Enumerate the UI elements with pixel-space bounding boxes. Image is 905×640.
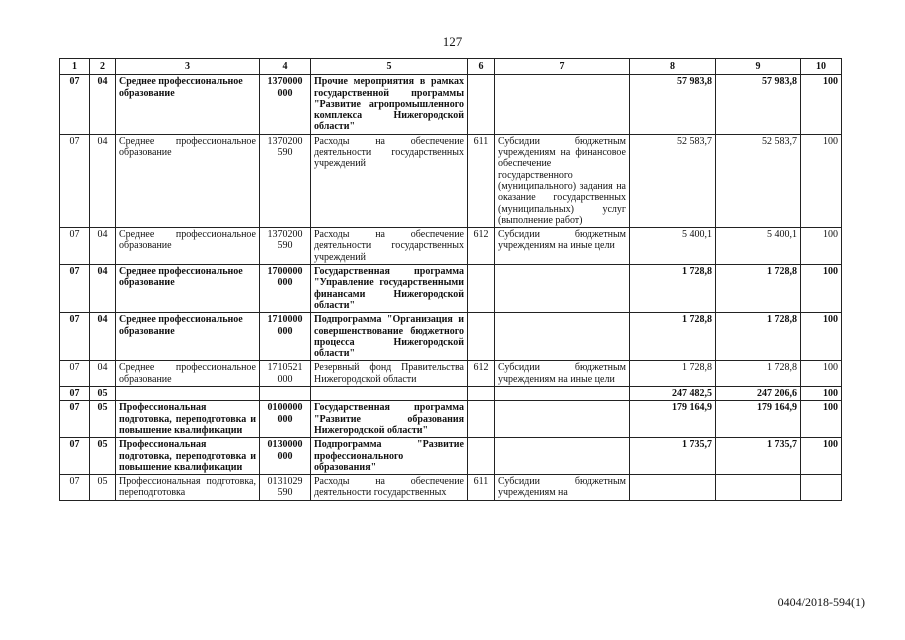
actual-amount-cell: 1 728,8 xyxy=(716,361,801,387)
percent-cell: 100 xyxy=(801,438,842,475)
column-header: 10 xyxy=(801,59,842,75)
target-name-cell: Резервный фонд Правительства Нижегородской области xyxy=(311,361,468,387)
table-row xyxy=(60,475,842,501)
subsection-cell: 04 xyxy=(90,134,116,227)
expense-name-cell xyxy=(495,387,630,401)
percent-cell: 100 xyxy=(801,134,842,227)
expense-type-cell xyxy=(468,401,495,438)
percent-cell: 100 xyxy=(801,228,842,265)
section-name-cell: Среднее профессиональное образование xyxy=(116,228,260,265)
expense-type-cell: 612 xyxy=(468,228,495,265)
table-row xyxy=(60,361,842,387)
planned-amount-cell: 1 728,8 xyxy=(630,361,716,387)
column-header: 8 xyxy=(630,59,716,75)
subsection-cell: 05 xyxy=(90,438,116,475)
percent-cell: 100 xyxy=(801,313,842,361)
target-code-cell: 0130000 000 xyxy=(260,438,311,475)
planned-amount-cell: 1 728,8 xyxy=(630,313,716,361)
target-name-cell: Подпрограмма "Развитие профессионального образования" xyxy=(311,438,468,475)
target-name-cell: Расходы на обеспечение деятельности государственных учреждений xyxy=(311,134,468,227)
subsection-cell: 04 xyxy=(90,228,116,265)
actual-amount-cell: 1 735,7 xyxy=(716,438,801,475)
percent-cell: 100 xyxy=(801,75,842,134)
section-cell: 07 xyxy=(60,361,90,387)
subsection-cell: 05 xyxy=(90,387,116,401)
subsection-cell: 05 xyxy=(90,475,116,501)
planned-amount-cell: 57 983,8 xyxy=(630,75,716,134)
target-name-cell: Государственная программа "Управление государственными финансами Нижегородской области" xyxy=(311,265,468,313)
section-name-cell: Среднее профессиональное образование xyxy=(116,265,260,313)
table-header-row xyxy=(60,59,842,75)
target-code-cell: 1370000 000 xyxy=(260,75,311,134)
planned-amount-cell: 52 583,7 xyxy=(630,134,716,227)
table-row xyxy=(60,75,842,134)
target-code-cell: 1370200 590 xyxy=(260,228,311,265)
section-name-cell: Среднее профессиональное образование xyxy=(116,75,260,134)
section-name-cell: Среднее профессиональное образование xyxy=(116,313,260,361)
column-header: 2 xyxy=(90,59,116,75)
percent-cell xyxy=(801,475,842,501)
percent-cell: 100 xyxy=(801,401,842,438)
planned-amount-cell: 5 400,1 xyxy=(630,228,716,265)
target-code-cell: 1710521 000 xyxy=(260,361,311,387)
actual-amount-cell: 247 206,6 xyxy=(716,387,801,401)
actual-amount-cell: 57 983,8 xyxy=(716,75,801,134)
target-name-cell: Расходы на обеспечение деятельности государственных учреждений xyxy=(311,228,468,265)
section-cell: 07 xyxy=(60,75,90,134)
target-code-cell xyxy=(260,387,311,401)
target-name-cell: Расходы на обеспечение деятельности государственных xyxy=(311,475,468,501)
column-header: 3 xyxy=(116,59,260,75)
section-name-cell xyxy=(116,387,260,401)
section-cell: 07 xyxy=(60,438,90,475)
column-header: 4 xyxy=(260,59,311,75)
subsection-cell: 04 xyxy=(90,75,116,134)
target-name-cell xyxy=(311,387,468,401)
target-code-cell: 0100000 000 xyxy=(260,401,311,438)
expense-name-cell: Субсидии бюджетным учреждениям на иные цели xyxy=(495,228,630,265)
planned-amount-cell: 1 735,7 xyxy=(630,438,716,475)
target-code-cell: 1370200 590 xyxy=(260,134,311,227)
expense-name-cell xyxy=(495,313,630,361)
expense-type-cell xyxy=(468,387,495,401)
table-row xyxy=(60,438,842,475)
table-row xyxy=(60,265,842,313)
expense-type-cell: 611 xyxy=(468,475,495,501)
target-name-cell: Прочие мероприятия в рамках государственной программы "Развитие агропромышленного комплекса Нижегородской области" xyxy=(311,75,468,134)
page-number: 127 xyxy=(442,34,463,49)
expense-name-cell xyxy=(495,438,630,475)
document-code: 0404/2018-594(1) xyxy=(777,595,865,609)
subsection-cell: 05 xyxy=(90,401,116,438)
actual-amount-cell: 5 400,1 xyxy=(716,228,801,265)
target-code-cell: 0131029 590 xyxy=(260,475,311,501)
percent-cell: 100 xyxy=(801,361,842,387)
section-cell: 07 xyxy=(60,475,90,501)
column-header: 9 xyxy=(716,59,801,75)
table-row xyxy=(60,134,842,227)
expense-type-cell: 611 xyxy=(468,134,495,227)
section-cell: 07 xyxy=(60,265,90,313)
target-name-cell: Государственная программа "Развитие образования Нижегородской области" xyxy=(311,401,468,438)
planned-amount-cell: 247 482,5 xyxy=(630,387,716,401)
expense-type-cell xyxy=(468,265,495,313)
planned-amount-cell: 1 728,8 xyxy=(630,265,716,313)
target-code-cell: 1700000 000 xyxy=(260,265,311,313)
actual-amount-cell: 179 164,9 xyxy=(716,401,801,438)
expense-name-cell: Субсидии бюджетным учреждениям на финансовое обеспечение государственного (муниципального) задания на оказание государственных (муниципальных) услуг (выполнение работ) xyxy=(495,134,630,227)
section-cell: 07 xyxy=(60,387,90,401)
section-name-cell: Среднее профессиональное образование xyxy=(116,361,260,387)
table-row xyxy=(60,228,842,265)
column-header: 1 xyxy=(60,59,90,75)
expense-name-cell: Субсидии бюджетным учреждениям на xyxy=(495,475,630,501)
section-cell: 07 xyxy=(60,134,90,227)
expense-type-cell: 612 xyxy=(468,361,495,387)
column-header: 5 xyxy=(311,59,468,75)
percent-cell: 100 xyxy=(801,387,842,401)
actual-amount-cell: 1 728,8 xyxy=(716,265,801,313)
section-name-cell: Профессиональная подготовка, переподготовка xyxy=(116,475,260,501)
section-name-cell: Среднее профессиональное образование xyxy=(116,134,260,227)
expense-name-cell: Субсидии бюджетным учреждениям на иные цели xyxy=(495,361,630,387)
expense-name-cell xyxy=(495,401,630,438)
subsection-cell: 04 xyxy=(90,265,116,313)
column-header: 7 xyxy=(495,59,630,75)
actual-amount-cell: 52 583,7 xyxy=(716,134,801,227)
budget-table xyxy=(59,58,842,501)
table-row xyxy=(60,401,842,438)
section-cell: 07 xyxy=(60,313,90,361)
table-row xyxy=(60,387,842,401)
subsection-cell: 04 xyxy=(90,313,116,361)
subsection-cell: 04 xyxy=(90,361,116,387)
section-name-cell: Профессиональная подготовка, переподготовка и повышение квалификации xyxy=(116,438,260,475)
percent-cell: 100 xyxy=(801,265,842,313)
column-header: 6 xyxy=(468,59,495,75)
actual-amount-cell xyxy=(716,475,801,501)
section-name-cell: Профессиональная подготовка, переподготовка и повышение квалификации xyxy=(116,401,260,438)
expense-name-cell xyxy=(495,265,630,313)
table-row xyxy=(60,313,842,361)
section-cell: 07 xyxy=(60,401,90,438)
planned-amount-cell: 179 164,9 xyxy=(630,401,716,438)
expense-type-cell xyxy=(468,75,495,134)
planned-amount-cell xyxy=(630,475,716,501)
actual-amount-cell: 1 728,8 xyxy=(716,313,801,361)
expense-type-cell xyxy=(468,438,495,475)
expense-type-cell xyxy=(468,313,495,361)
section-cell: 07 xyxy=(60,228,90,265)
target-code-cell: 1710000 000 xyxy=(260,313,311,361)
target-name-cell: Подпрограмма "Организация и совершенствование бюджетного процесса Нижегородской области" xyxy=(311,313,468,361)
expense-name-cell xyxy=(495,75,630,134)
